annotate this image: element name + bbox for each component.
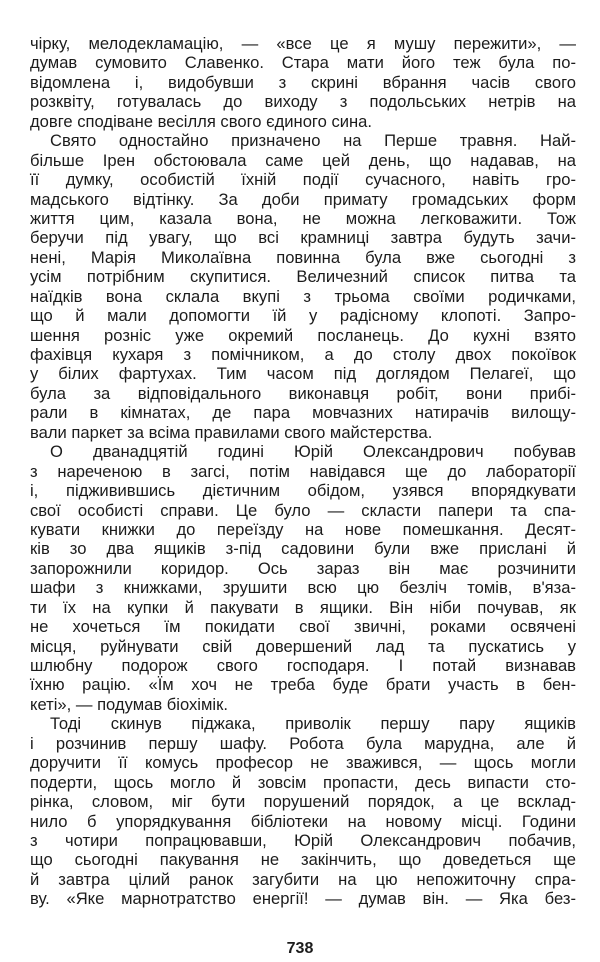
text-line: шлюбну подорож свого господаря. І потай визнавав [30,656,576,675]
text-line: не хочеться їм покидати свої звичні, роками освячені [30,617,576,637]
text-line: нило б упорядкування бібліотеки на новому місці. Години [30,811,576,831]
page-number: 738 [286,940,314,957]
text-line: Свято одностайно призначено на Перше травня. Най- [50,131,576,151]
text-line: фахівця кухаря з помічником, а до столу двох покоївок [30,345,576,364]
text-line: шафи з книжками, зрушити всю цю безліч томів, в'яза- [30,578,576,598]
paragraph [30,714,576,908]
text-line: подерти, щось могло й зовсім пропасти, десь випасти сто- [30,772,576,792]
text-line: більше Ірен обстоювала саме цей день, що надавав, на [30,150,576,170]
text-line: свої особисті справи. Це було — скласти папери та спа- [30,500,576,520]
text-line: ти їх на купки й пакувати в ящики. Він ніби почував, як [30,597,576,617]
text-line: наїдків вона склала вкупі з трьома своїми родичками, [30,286,576,306]
text-line: запорожнили коридор. Ось зараз він має розчинити [30,558,576,578]
text-line: життя цим, казала вона, не можна легковажити. Тож [30,208,576,228]
text-line: відомлена і, видобувши з скрині вбрання часів свого [30,72,576,92]
text-line: і розчинив першу шафу. Робота була марудна, але й [30,733,576,753]
text-line: Тоді скинув піджака, приволік першу пару ящиків [50,714,576,734]
text-line: і, підживившись дієтичним обідом, узявся впорядкувати [30,481,576,501]
text-line: ву. «Яке марнотратство енергії! — думав він. — Яка без- [30,889,576,909]
text-line: беручи під увагу, що всі крамниці завтра будуть зачи- [30,228,576,248]
text-line: думав сумовито Славенко. Стара мати його теж була по- [30,53,576,73]
text-line: й завтра цілий ранок загубити на цю непожиточну спра- [30,869,576,889]
text-line: нені, Марія Миколаївна повинна була вже сьогодні з [30,247,576,267]
text-line: усім потрібним скупитися. Величезний список питва та [30,267,576,287]
paragraph [30,442,576,714]
text-line: кувати книжки до переїзду на нове помешкання. Десят- [30,519,576,539]
text-line: рали в кімнатах, де пара мовчазних натирачів вилощу- [30,403,576,423]
text-line: рінка, словом, міг бути порушений порядок, а це всклад- [30,792,576,812]
text-line: з чотири попрацювавши, Юрій Олександрович побачив, [30,830,576,850]
text-line: була за відповідального виконавця робіт, вони прибі- [30,383,576,403]
text-line: довге сподіване весілля свого єдиного сина. [30,111,373,131]
text-line: О дванадцятій годині Юрій Олександрович побував [50,442,576,462]
book-page-text [30,34,576,909]
text-line: розквіту, готувалась до виходу з подольських нетрів на [30,92,576,112]
text-line: доручити її комусь професор не зважився, — щось могли [30,753,576,773]
paragraph [30,131,576,442]
text-line: їхню рацію. «Їм хоч не треба буде брати участь в бен- [30,675,576,695]
text-line: ків зо два ящиків з-під садовини були вже прислані й [30,539,576,559]
text-line: мадського відтінку. За доби примату громадських форм [30,189,576,209]
text-line: що й мали допомогти їй у радісному клопоті. Запро- [30,306,576,326]
text-line: місця, руйнувати свій довершений лад та пускатись у [30,636,576,656]
text-line: її думку, особистій їхній події сучасного, навіть гро- [30,170,576,190]
paragraph [30,34,576,131]
text-line: чірку, мелодекламацію, — «все це я мушу пережити», — [30,34,576,53]
text-line: шення розніс уже окремий посланець. До кухні взято [30,325,576,345]
text-line: що сьогодні пакування не закінчить, що доведеться ще [30,850,576,870]
text-line: кеті», — подумав біохімік. [30,694,228,714]
text-line: з нареченою в загсі, потім навідався ще до лабораторії [30,461,576,481]
text-line: у білих фартухах. Тим часом під доглядом Пелагеї, що [30,364,576,384]
text-line: вали паркет за всіма правилами свого майстерства. [30,422,433,442]
